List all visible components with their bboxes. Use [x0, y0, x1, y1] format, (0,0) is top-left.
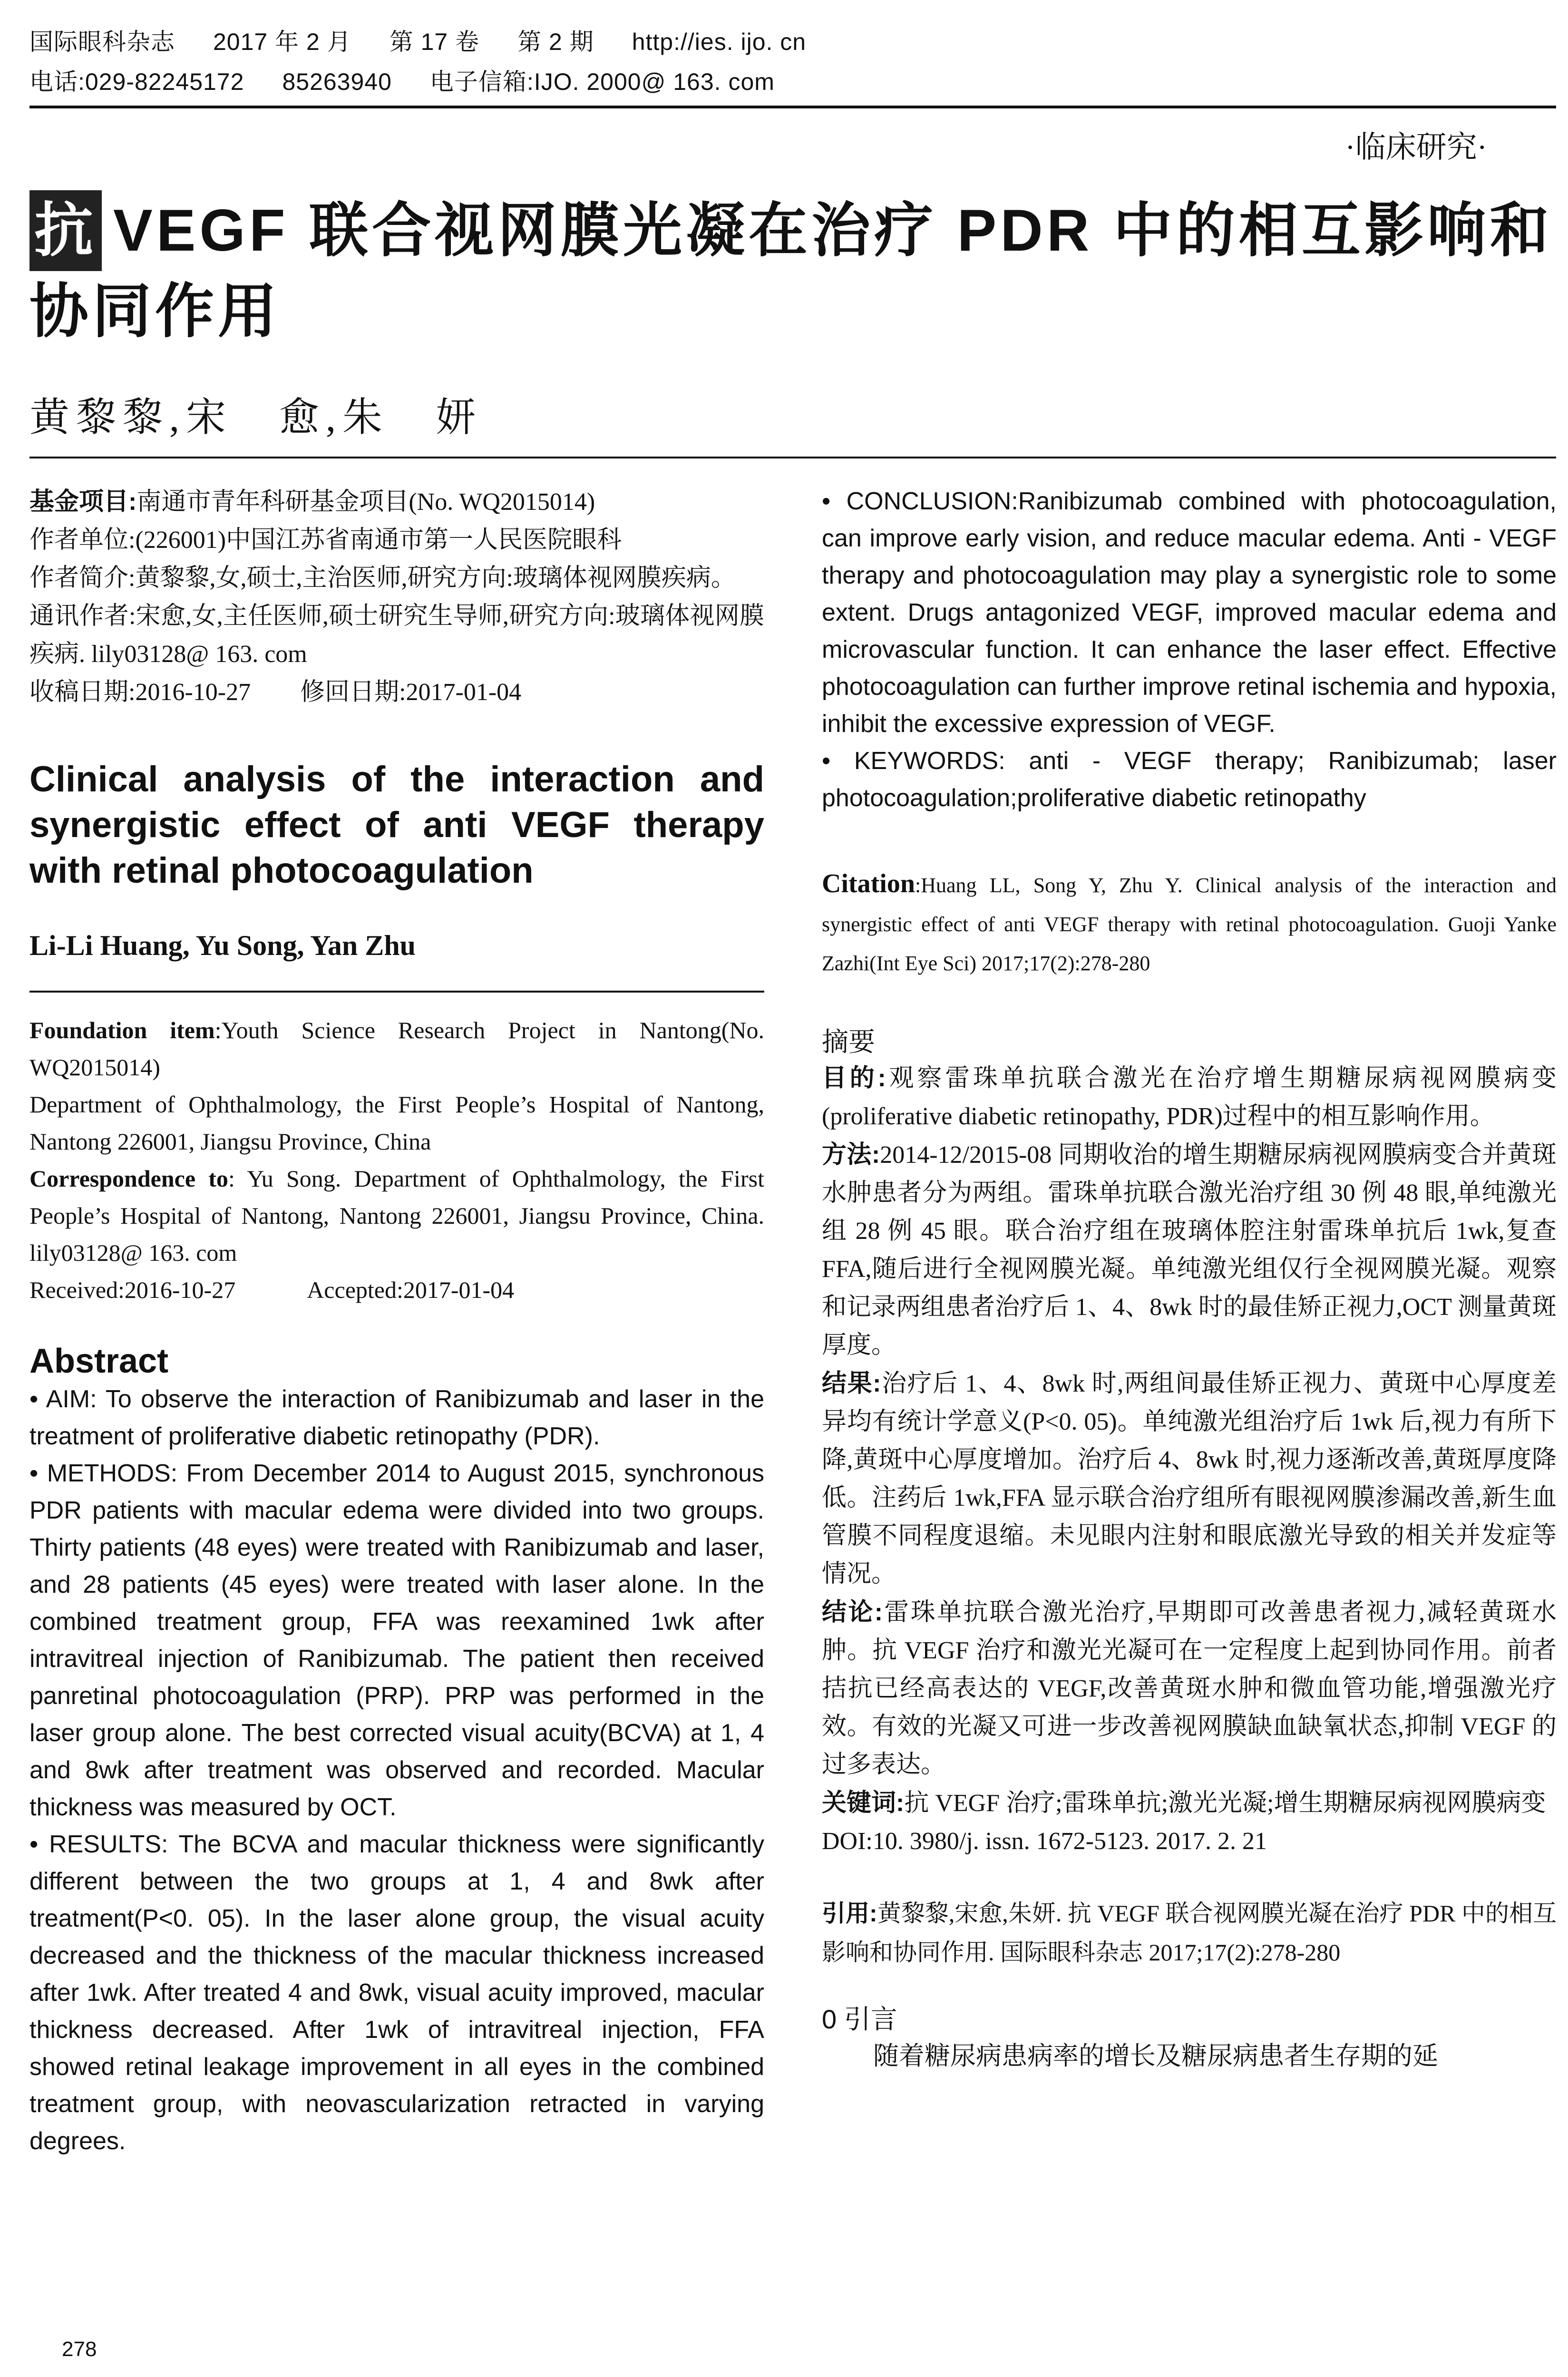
zhaiyao-keywords-label: 关键词: — [822, 1789, 905, 1817]
zhaiyao-methods-text: 2014-12/2015-08 同期收治的增生期糖尿病视网膜病变合并黄斑水肿患者分为两组。雷珠单抗联合激光治疗组 30 例 48 眼,单纯激光组 28 例 45 眼。联合治疗组在玻璃体腔注射雷珠单抗后 1wk,复查 FFA,随后进行全视网膜光凝。单纯激光组仅行全视网膜光凝。观察和记录两组患者治疗后 1、4、8wk 时的最佳矫正视力,OCT 测量黄斑厚度。 — [822, 1141, 1557, 1359]
english-title: Clinical analysis of the interaction and synergistic effect of anti VEGF therapy with retinal photocoagulation — [29, 759, 764, 891]
english-authors: Li-Li Huang, Yu Song, Yan Zhu — [29, 930, 416, 961]
journal-phone: 电话:029-82245172 — [29, 68, 244, 95]
english-meta — [29, 1012, 764, 1308]
department: Department of Ophthalmology, the First People’s Hospital of Nantong, Nantong 226001, Jiangsu Province, China — [29, 1091, 764, 1155]
zhaiyao-heading: 摘要 — [822, 1027, 875, 1057]
zhaiyao-conclusion — [822, 1593, 1557, 1784]
cn-meta — [29, 483, 764, 711]
correspondence-label: Correspondence to — [29, 1165, 228, 1192]
zhaiyao-keywords — [822, 1784, 1557, 1822]
abstract-keywords: • KEYWORDS: anti - VEGF therapy; Ranibizumab; laser photocoagulation;proliferative diabetic retinopathy — [822, 747, 1557, 812]
zhaiyao-results — [822, 1364, 1557, 1593]
zhaiyao-keywords-text: 抗 VEGF 治疗;雷珠单抗;激光光凝;增生期糖尿病视网膜病变 — [904, 1790, 1546, 1817]
zhaiyao-methods — [822, 1136, 1557, 1364]
article-title-text: VEGF 联合视网膜光凝在治疗 PDR 中的相互影响和协同作用 — [29, 198, 1553, 344]
english-authors-divider — [29, 991, 764, 993]
abstract-heading: Abstract — [29, 1342, 169, 1380]
right-column — [822, 483, 1557, 2075]
citation — [822, 864, 1557, 983]
authors-divider — [29, 457, 1556, 458]
journal-url[interactable]: http://ies. ijo. cn — [632, 29, 807, 55]
correspondence-line — [29, 1160, 764, 1271]
authors-chinese: 黄黎黎,宋 愈,朱 妍 — [29, 396, 483, 440]
chinese-citation — [822, 1894, 1557, 1972]
zhaiyao-aim-text: 观察雷珠单抗联合激光在治疗增生期糖尿病视网膜病变(proliferative diabetic retinopathy, PDR)过程中的相互影响作用。 — [822, 1065, 1557, 1130]
introduction-heading: 0 引言 — [822, 2004, 897, 2034]
fund-text: 南通市青年科研基金项目(No. WQ2015014) — [136, 488, 595, 516]
zhaiyao-results-text: 治疗后 1、4、8wk 时,两组间最佳矫正视力、黄斑中心厚度差异均有统计学意义(P<0. 05)。单纯激光组治疗后 1wk 后,视力有所下降,黄斑中心厚度增加。治疗后 4、8wk 时,视力逐渐改善,黄斑厚度降低。注药后 1wk,FFA 显示联合治疗组所有眼视网膜渗漏改善,新生血管膜不同程度退缩。未见眼内注射和眼底激光导致的相关并发症等情况。 — [822, 1370, 1557, 1588]
zhaiyao-aim-label: 目的: — [822, 1064, 886, 1092]
section-tag: ·临床研究· — [1345, 130, 1487, 164]
left-column — [29, 483, 764, 2160]
journal-phone-2: 85263940 — [282, 68, 392, 95]
introduction-text: 随着糖尿病患病率的增长及糖尿病患者生存期的延 — [873, 2042, 1438, 2070]
received-accepted: Received:2016-10-27 Accepted:2017-01-04 — [29, 1276, 515, 1303]
journal-header-line2 — [29, 63, 813, 97]
foundation-label: Foundation item — [29, 1017, 215, 1043]
page-number: 278 — [62, 2338, 97, 2361]
abstract-aim: • AIM: To observe the interaction of Ranibizumab and laser in the treatment of proliferative diabetic retinopathy (PDR). — [29, 1385, 764, 1450]
zhaiyao-body — [822, 1059, 1557, 1861]
zhaiyao-aim — [822, 1059, 1557, 1136]
zhaiyao-results-label: 结果: — [822, 1370, 881, 1397]
received-dates: 收稿日期:2016-10-27 修回日期:2017-01-04 — [29, 679, 522, 706]
zhaiyao-methods-label: 方法: — [822, 1141, 880, 1169]
abstract-methods: • METHODS: From December 2014 to August 2015, synchronous PDR patients with macular edema were divided into two groups. Thirty patients (48 eyes) were treated with Ranibizumab and laser, and 28 patients (45 eyes) were treated with laser alone. In the combined treatment group, FFA was reexamined 1wk after intravitreal injection of Ranibizumab. The patient then received panretinal photocoagulation (PRP). PRP was performed in the laser group alone. The best corrected visual acuity(BCVA) at 1, 4 and 8wk after treatment was observed and recorded. Macular thickness was measured by OCT. — [29, 1460, 764, 1821]
fund-label: 基金项目: — [29, 488, 137, 516]
abstract-results: • RESULTS: The BCVA and macular thickness were significantly different between the two groups at 1, 4 and 8wk after treatment(P<0. 05). In the laser alone group, the visual acuity decreased and the thickness of the macular thickness increased after 1wk. After treated 4 and 8wk, visual acuity improved, macular thickness decreased. After 1wk of intravitreal injection, FFA showed retinal leakage improvement in all eyes in the combined treatment group, with neovascularization retracted in varying degrees. — [29, 1831, 764, 2155]
fund-line — [29, 483, 764, 521]
citation-label: Citation — [822, 869, 915, 898]
chinese-citation-label: 引用: — [822, 1900, 877, 1927]
corresponding-author: 通讯作者:宋愈,女,主任医师,硕士研究生导师,研究方向:玻璃体视网膜疾病. lily03128@ 163. com — [29, 603, 764, 668]
abstract-conclusion: • CONCLUSION:Ranibizumab combined with photocoagulation, can improve early vision, and reduce macular edema. Anti - VEGF therapy and photocoagulation may play a synergistic role to some extent. Drugs antagonized VEGF, improved macular edema and microvascular function. It can enhance the laser effect. Effective photocoagulation can further improve retinal ischemia and hypoxia, inhibit the excessive expression of VEGF. — [822, 487, 1557, 738]
citation-text: :Huang LL, Song Y, Zhu Y. Clinical analysis of the interaction and synergistic effect of anti VEGF therapy with retinal photocoagulation. Guoji Yanke Zazhi(Int Eye Sci) 2017;17(2):278-280 — [822, 874, 1557, 975]
issue-date: 2017 年 2 月 — [213, 29, 351, 55]
title-character-block: 抗 — [29, 190, 102, 271]
zhaiyao-conclusion-label: 结论: — [822, 1598, 883, 1626]
journal-email[interactable]: 电子信箱:IJO. 2000@ 163. com — [429, 68, 775, 95]
correspondence-text: : Yu Song. Department of Ophthalmology, the First People’s Hospital of Nantong, Nantong 226001, Jiangsu Province, China. lily03128@ 163. com — [29, 1165, 764, 1266]
article-title — [29, 190, 1561, 352]
journal-header-line1 — [29, 23, 844, 57]
zhaiyao-conclusion-text: 雷珠单抗联合激光治疗,早期即可改善患者视力,减轻黄斑水肿。抗 VEGF 治疗和激光光凝可在一定程度上起到协同作用。前者拮抗已经高表达的 VEGF,改善黄斑水肿和微血管功能,增强激光疗效。有效的光凝又可进一步改善视网膜缺血缺氧状态,抑制 VEGF 的过多表达。 — [822, 1599, 1557, 1778]
foundation-text: :Youth Science Research Project in Nantong(No. WQ2015014) — [29, 1017, 764, 1081]
chinese-citation-text: 黄黎黎,宋愈,朱妍. 抗 VEGF 联合视网膜光凝在治疗 PDR 中的相互影响和协同作用. 国际眼科杂志 2017;17(2):278-280 — [822, 1900, 1557, 1966]
volume: 第 17 卷 — [389, 29, 480, 55]
author-profile: 作者简介:黄黎黎,女,硕士,主治医师,研究方向:玻璃体视网膜疾病。 — [29, 565, 736, 592]
foundation-line — [29, 1012, 764, 1086]
journal-name: 国际眼科杂志 — [29, 29, 175, 55]
author-unit: 作者单位:(226001)中国江苏省南通市第一人民医院眼科 — [29, 526, 622, 554]
doi[interactable]: DOI:10. 3980/j. issn. 1672-5123. 2017. 2. 21 — [822, 1828, 1267, 1855]
issue-number: 第 2 期 — [517, 29, 594, 55]
header-divider — [29, 106, 1556, 108]
